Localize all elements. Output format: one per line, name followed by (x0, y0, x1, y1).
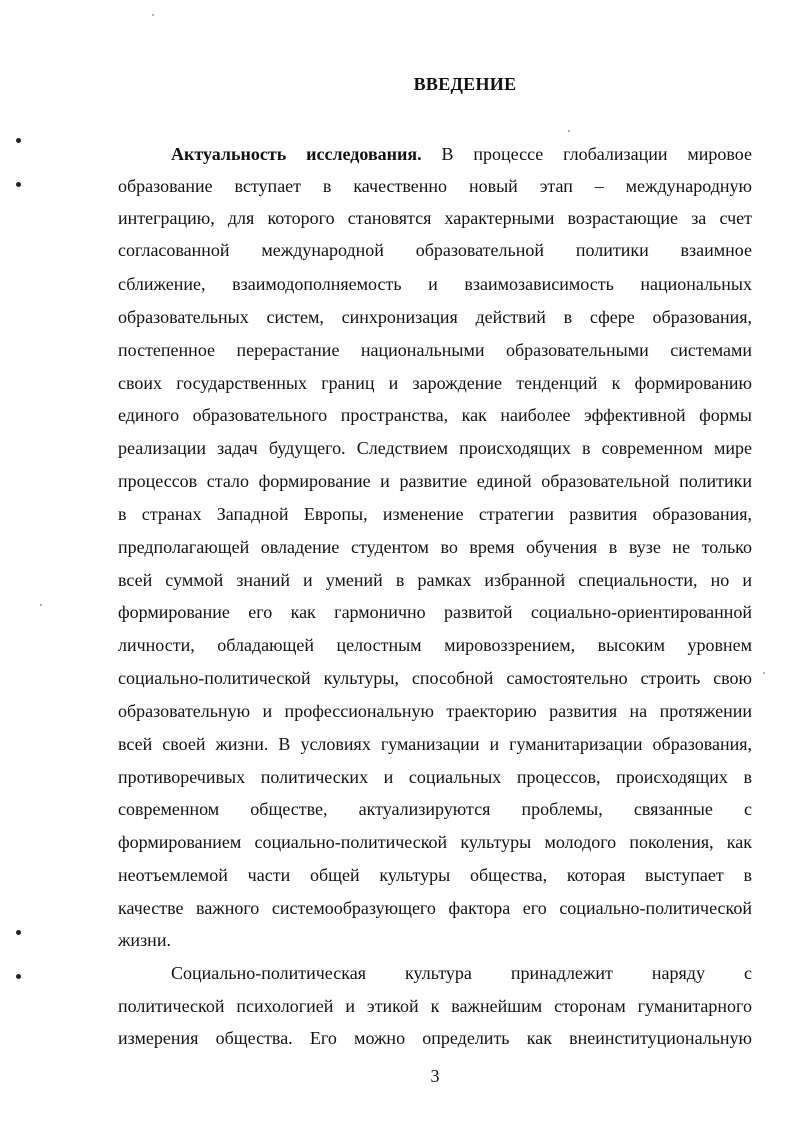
paragraph-line: предполагающей овладение студентом во время обучения в вузе не только (118, 537, 752, 557)
paragraph-line: образование вступает в качественно новый этап – международную (118, 176, 752, 196)
scan-dot (16, 930, 21, 935)
paragraph-line: постепенное перерастание национальными образовательными системами (118, 340, 752, 360)
paragraph-line: всей своей жизни. В условиях гуманизации и гуманитаризации образования, (118, 734, 752, 754)
paragraph-line: Актуальность исследования. В процессе глобализации мировое (171, 144, 753, 164)
paragraph-line: современном обществе, актуализируются проблемы, связанные с (118, 799, 752, 819)
scan-speck (152, 14, 154, 16)
paragraph-line: формированием социально-политической культуры молодого поколения, как (118, 832, 752, 852)
paragraph-line: согласованной международной образовательной политики взаимное (118, 240, 752, 260)
scan-dot (16, 182, 21, 187)
scan-dot (16, 138, 21, 143)
paragraph-line: интеграцию, для которого становятся характерными возрастающие за счет (118, 208, 752, 228)
paragraph-line: образовательных систем, синхронизация действий в сфере образования, (118, 307, 752, 327)
paragraph-line: качестве важного системообразующего фактора его социально-политической (118, 898, 752, 918)
paragraph-line: образовательную и профессиональную траекторию развития на протяжении (118, 701, 752, 721)
scan-speck (763, 672, 765, 674)
paragraph-line: единого образовательного пространства, как наиболее эффективной формы (118, 405, 752, 425)
paragraph-line: реализации задач будущего. Следствием происходящих в современном мире (118, 438, 752, 458)
section-heading: ВВЕДЕНИЕ (413, 74, 517, 94)
scan-dot (16, 974, 21, 979)
scan-speck (40, 604, 42, 606)
paragraph-line: в странах Западной Европы, изменение стратегии развития образования, (118, 504, 752, 524)
scan-speck (568, 130, 570, 132)
paragraph-line: личности, обладающей целостным мировоззрением, высоким уровнем (118, 635, 752, 655)
paragraph-line: жизни. (118, 930, 171, 950)
paragraph-line: социально-политической культуры, способной самостоятельно строить свою (118, 668, 752, 688)
paragraph-line: своих государственных границ и зарождение тенденций к формированию (118, 373, 752, 393)
paragraph-line: формирование его как гармонично развитой социально-ориентированной (118, 602, 752, 622)
paragraph-line: Социально-политическая культура принадлежит наряду с (171, 963, 752, 983)
paragraph-lead: Актуальность исследования. (171, 144, 422, 164)
paragraph-line: измерения общества. Его можно определить как внеинституциональную (118, 1028, 752, 1048)
paragraph-line: политической психологией и этикой к важнейшим сторонам гуманитарного (118, 996, 752, 1016)
paragraph-line: сближение, взаимодополняемость и взаимозависимость национальных (118, 274, 752, 294)
paragraph-line: всей суммой знаний и умений в рамках избранной специальности, но и (118, 570, 752, 590)
page-number: 3 (430, 1066, 440, 1086)
paragraph-line: процессов стало формирование и развитие единой образовательной политики (118, 471, 752, 491)
paragraph-line: противоречивых политических и социальных процессов, происходящих в (118, 767, 752, 787)
paragraph-line: неотъемлемой части общей культуры общества, которая выступает в (118, 865, 752, 885)
